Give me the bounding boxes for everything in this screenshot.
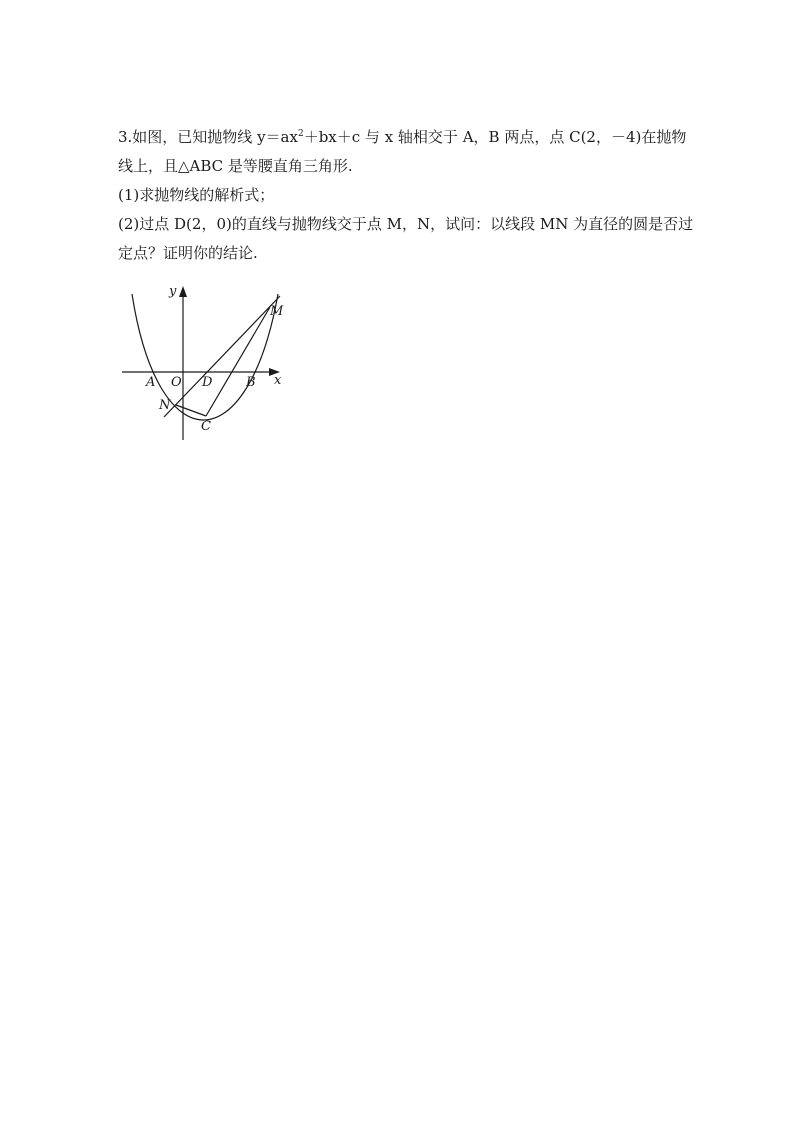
problem-text: [118, 123, 703, 268]
label-d: D: [202, 375, 213, 390]
problem-line-2: 线上，且△ABC 是等腰直角三角形.: [118, 157, 353, 175]
parabola-figure: [118, 280, 293, 445]
exponent-superscript: 2: [297, 129, 304, 139]
y-axis-arrow: [179, 286, 187, 297]
label-x: x: [274, 373, 282, 388]
label-o: O: [171, 375, 182, 390]
label-c: C: [201, 419, 211, 434]
label-b: B: [246, 375, 256, 390]
problem-line-1-end: ＋bx＋c 与 x 轴相交于 A，B 两点，点 C(2，－4)在抛物: [303, 128, 687, 146]
problem-part-2-line-2: 定点？证明你的结论.: [118, 244, 258, 262]
problem-part-1: (1)求抛物线的解析式；: [118, 186, 275, 204]
label-m: M: [270, 304, 284, 319]
figure-svg: [118, 280, 293, 445]
label-y: y: [169, 284, 177, 299]
problem-line-1: [118, 123, 703, 152]
problem-line-1-start: 3.如图，已知抛物线 y＝ax: [118, 128, 298, 146]
parabola-curve: [132, 294, 278, 420]
segment-nc: [176, 405, 206, 416]
line-through-d: [164, 296, 280, 417]
label-n: N: [159, 398, 171, 413]
label-a: A: [146, 375, 156, 390]
problem-part-2-line-1: (2)过点 D(2，0)的直线与抛物线交于点 M，N，试问：以线段 MN 为直径的圆是否过: [118, 215, 694, 233]
